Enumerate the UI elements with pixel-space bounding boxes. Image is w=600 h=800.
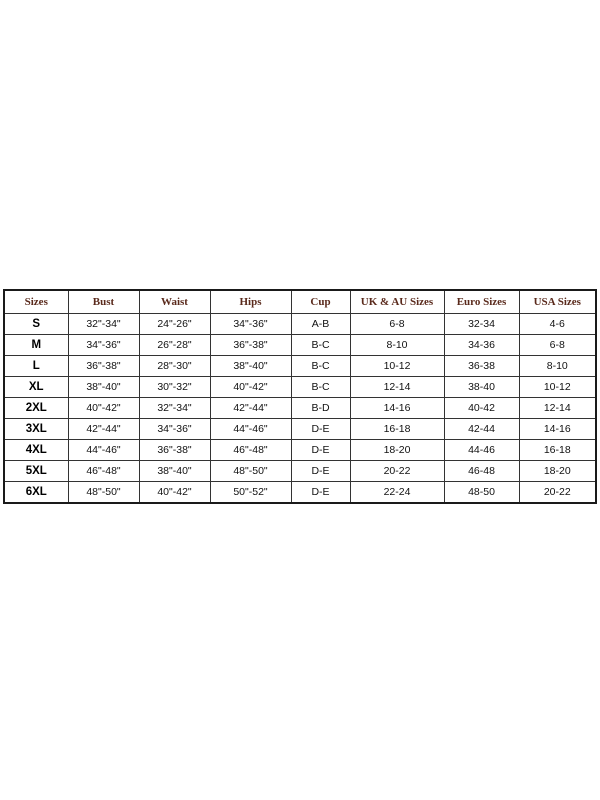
cup-cell: B-D <box>291 398 350 419</box>
waist-cell: 40"-42" <box>139 482 210 504</box>
header-usa-sizes: USA Sizes <box>519 290 596 314</box>
cup-cell: B-C <box>291 356 350 377</box>
waist-cell: 28"-30" <box>139 356 210 377</box>
usa-size-cell: 6-8 <box>519 335 596 356</box>
hips-cell: 40"-42" <box>210 377 291 398</box>
header-cup: Cup <box>291 290 350 314</box>
uk-au-size-cell: 18-20 <box>350 440 444 461</box>
hips-cell: 38"-40" <box>210 356 291 377</box>
header-euro-sizes: Euro Sizes <box>444 290 519 314</box>
size-cell: 2XL <box>4 398 68 419</box>
bust-cell: 44"-46" <box>68 440 139 461</box>
header-row <box>4 290 596 314</box>
waist-cell: 30"-32" <box>139 377 210 398</box>
table-row <box>4 398 596 419</box>
size-cell: M <box>4 335 68 356</box>
usa-size-cell: 12-14 <box>519 398 596 419</box>
uk-au-size-cell: 16-18 <box>350 419 444 440</box>
table-row <box>4 461 596 482</box>
uk-au-size-cell: 14-16 <box>350 398 444 419</box>
header-uk-au-sizes: UK & AU Sizes <box>350 290 444 314</box>
bust-cell: 48"-50" <box>68 482 139 504</box>
euro-size-cell: 48-50 <box>444 482 519 504</box>
size-chart-table <box>3 289 597 504</box>
uk-au-size-cell: 10-12 <box>350 356 444 377</box>
bust-cell: 46"-48" <box>68 461 139 482</box>
cup-cell: B-C <box>291 335 350 356</box>
hips-cell: 46"-48" <box>210 440 291 461</box>
size-cell: 4XL <box>4 440 68 461</box>
table-row <box>4 356 596 377</box>
uk-au-size-cell: 20-22 <box>350 461 444 482</box>
usa-size-cell: 18-20 <box>519 461 596 482</box>
usa-size-cell: 8-10 <box>519 356 596 377</box>
table-row <box>4 482 596 504</box>
cup-cell: D-E <box>291 482 350 504</box>
size-cell: S <box>4 314 68 335</box>
hips-cell: 50"-52" <box>210 482 291 504</box>
waist-cell: 36"-38" <box>139 440 210 461</box>
size-cell: 6XL <box>4 482 68 504</box>
uk-au-size-cell: 8-10 <box>350 335 444 356</box>
size-cell: 5XL <box>4 461 68 482</box>
bust-cell: 42"-44" <box>68 419 139 440</box>
waist-cell: 32"-34" <box>139 398 210 419</box>
size-cell: L <box>4 356 68 377</box>
bust-cell: 36"-38" <box>68 356 139 377</box>
usa-size-cell: 14-16 <box>519 419 596 440</box>
euro-size-cell: 32-34 <box>444 314 519 335</box>
waist-cell: 24"-26" <box>139 314 210 335</box>
bust-cell: 34"-36" <box>68 335 139 356</box>
table-row <box>4 377 596 398</box>
euro-size-cell: 36-38 <box>444 356 519 377</box>
uk-au-size-cell: 6-8 <box>350 314 444 335</box>
table-row <box>4 335 596 356</box>
hips-cell: 42"-44" <box>210 398 291 419</box>
cup-cell: B-C <box>291 377 350 398</box>
cup-cell: A-B <box>291 314 350 335</box>
header-sizes: Sizes <box>4 290 68 314</box>
euro-size-cell: 38-40 <box>444 377 519 398</box>
hips-cell: 44"-46" <box>210 419 291 440</box>
bust-cell: 32"-34" <box>68 314 139 335</box>
usa-size-cell: 4-6 <box>519 314 596 335</box>
table-row <box>4 440 596 461</box>
waist-cell: 26"-28" <box>139 335 210 356</box>
size-cell: XL <box>4 377 68 398</box>
euro-size-cell: 42-44 <box>444 419 519 440</box>
euro-size-cell: 44-46 <box>444 440 519 461</box>
hips-cell: 34"-36" <box>210 314 291 335</box>
bust-cell: 40"-42" <box>68 398 139 419</box>
cup-cell: D-E <box>291 419 350 440</box>
waist-cell: 34"-36" <box>139 419 210 440</box>
usa-size-cell: 16-18 <box>519 440 596 461</box>
euro-size-cell: 46-48 <box>444 461 519 482</box>
waist-cell: 38"-40" <box>139 461 210 482</box>
hips-cell: 36"-38" <box>210 335 291 356</box>
uk-au-size-cell: 22-24 <box>350 482 444 504</box>
bust-cell: 38"-40" <box>68 377 139 398</box>
cup-cell: D-E <box>291 461 350 482</box>
uk-au-size-cell: 12-14 <box>350 377 444 398</box>
usa-size-cell: 20-22 <box>519 482 596 504</box>
usa-size-cell: 10-12 <box>519 377 596 398</box>
euro-size-cell: 40-42 <box>444 398 519 419</box>
euro-size-cell: 34-36 <box>444 335 519 356</box>
hips-cell: 48"-50" <box>210 461 291 482</box>
table-row <box>4 419 596 440</box>
header-bust: Bust <box>68 290 139 314</box>
table-row <box>4 314 596 335</box>
cup-cell: D-E <box>291 440 350 461</box>
header-waist: Waist <box>139 290 210 314</box>
size-cell: 3XL <box>4 419 68 440</box>
header-hips: Hips <box>210 290 291 314</box>
